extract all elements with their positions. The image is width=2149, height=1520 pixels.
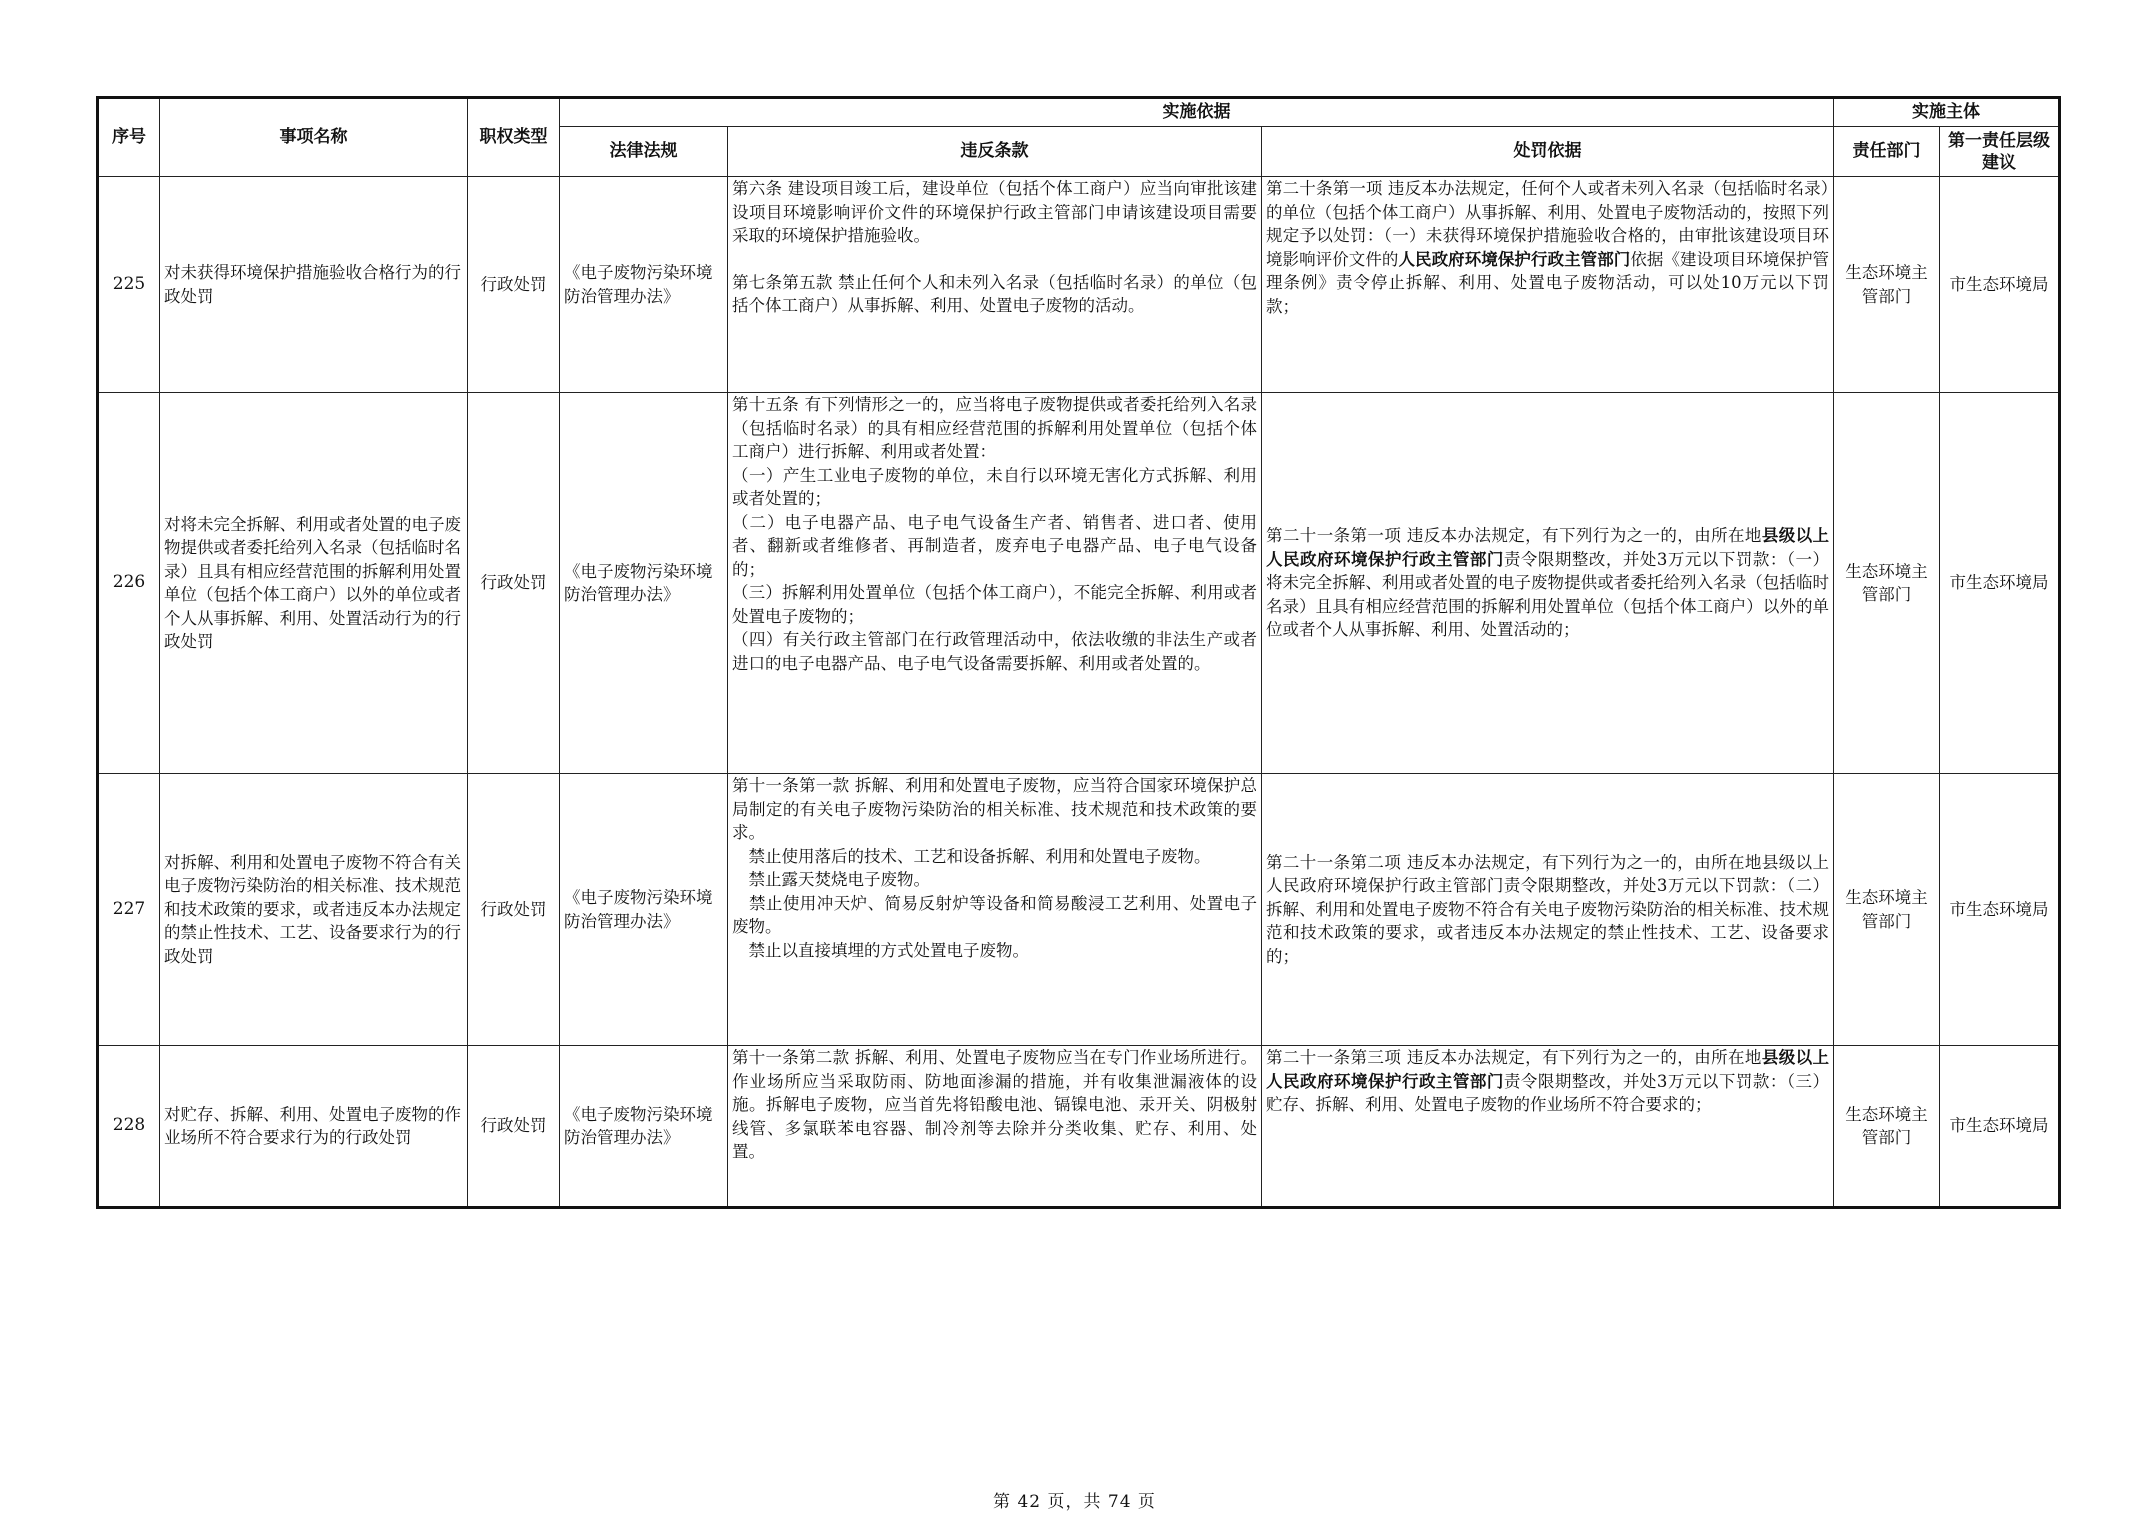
violation-paragraph: 第十一条第一款 拆解、利用和处置电子废物，应当符合国家环境保护总局制定的有关电子废物污染防治的相关标准、技术规范和技术政策的要求。	[732, 776, 1257, 842]
row-no: 227	[98, 774, 160, 1046]
violation-paragraph: 第十一条第二款 拆解、利用、处置电子废物应当在专门作业场所进行。作业场所应当采取防雨、防地面渗漏的措施，并有收集泄漏液体的设施。拆解电子废物，应当首先将铅酸电池、镉镍电池、汞开关、阴极射线管、多氯联苯电容器、制冷剂等去除并分类收集、贮存、利用、处置。	[732, 1048, 1257, 1161]
row-level: 市生态环境局	[1940, 393, 2060, 774]
violation-paragraph: （四）有关行政主管部门在行政管理活动中，依法收缴的非法生产或者进口的电子电器产品、电子电气设备需要拆解、利用或者处置的。	[732, 630, 1257, 673]
violation-paragraph: （三）拆解利用处置单位（包括个体工商户），不能完全拆解、利用或者处置电子废物的；	[732, 583, 1257, 626]
header-subject: 实施主体	[1834, 98, 2060, 127]
violation-paragraph: 第六条 建设项目竣工后，建设单位（包括个体工商户）应当向审批该建设项目环境影响评价文件的环境保护行政主管部门申请该建设项目需要采取的环境保护措施验收。	[732, 179, 1257, 245]
header-violation: 违反条款	[728, 127, 1262, 177]
row-dept: 生态环境主管部门	[1834, 1046, 1940, 1208]
header-item-name: 事项名称	[160, 98, 468, 177]
penalty-text: 责令限期整改，并处3万元以下罚款：（一）将未完全拆解、利用或者处置的电子废物提供或者委托给列入名录（包括临时名录）且具有相应经营范围的拆解利用处置单位（包括个体工商户）以外的单位或者个人从事拆解、利用、处置活动的；	[1266, 549, 1830, 640]
row-law: 《电子废物污染环境防治管理办法》	[560, 177, 728, 393]
row-item-name: 对未获得环境保护措施验收合格行为的行政处罚	[160, 177, 468, 393]
penalty-authority: 县级以上人民政府环境保护行政主管部门	[1266, 526, 1830, 569]
row-power-type: 行政处罚	[468, 774, 560, 1046]
row-violation	[728, 1046, 1262, 1208]
penalty-text: 第二十条第一项 违反本办法规定，任何个人或者未列入名录（包括临时名录）的单位（包括个体工商户）从事拆解、利用、处置电子废物活动的，按照下列规定予以处罚：（一）未获得环境保护措施验收合格的，由审批该建设项目环境影响评价文件的	[1266, 179, 1830, 269]
row-power-type: 行政处罚	[468, 1046, 560, 1208]
violation-paragraph: 禁止使用冲天炉、简易反射炉等设备和简易酸浸工艺利用、处置电子废物。	[732, 893, 1257, 936]
row-violation	[728, 177, 1262, 393]
row-penalty	[1262, 393, 1834, 774]
violation-paragraph: （一）产生工业电子废物的单位，未自行以环境无害化方式拆解、利用或者处置的；	[732, 465, 1257, 508]
row-item-name: 对拆解、利用和处置电子废物不符合有关电子废物污染防治的相关标准、技术规范和技术政策的要求，或者违反本办法规定的禁止性技术、工艺、设备要求行为的行政处罚	[160, 774, 468, 1046]
row-power-type: 行政处罚	[468, 393, 560, 774]
row-item-name: 对贮存、拆解、利用、处置电子废物的作业场所不符合要求行为的行政处罚	[160, 1046, 468, 1208]
header-penalty: 处罚依据	[1262, 127, 1834, 177]
header-basis: 实施依据	[560, 98, 1834, 127]
row-no: 228	[98, 1046, 160, 1208]
penalty-table	[96, 96, 2061, 1209]
header-law: 法律法规	[560, 127, 728, 177]
row-violation	[728, 393, 1262, 774]
row-dept: 生态环境主管部门	[1834, 393, 1940, 774]
row-item-name: 对将未完全拆解、利用或者处置的电子废物提供或者委托给列入名录（包括临时名录）且具有相应经营范围的拆解利用处置单位（包括个体工商户）以外的单位或者个人从事拆解、利用、处置活动行为的行政处罚	[160, 393, 468, 774]
table-row	[98, 1046, 2060, 1208]
penalty-text: 依据《建设项目环境保护管理条例》责令停止拆解、利用、处置电子废物活动，可以处10万元以下罚款；	[1266, 249, 1830, 316]
penalty-authority: 人民政府环境保护行政主管部门	[1398, 249, 1631, 269]
row-dept: 生态环境主管部门	[1834, 774, 1940, 1046]
row-law: 《电子废物污染环境防治管理办法》	[560, 393, 728, 774]
penalty-text: 第二十一条第二项 违反本办法规定，有下列行为之一的，由所在地县级以上人民政府环境保护行政主管部门责令限期整改，并处3万元以下罚款：（二）拆解、利用和处置电子废物不符合有关电子废物污染防治的相关标准、技术规范和技术政策的要求，或者违反本办法规定的禁止性技术、工艺、设备要求的；	[1266, 852, 1830, 966]
penalty-text: 责令限期整改，并处3万元以下罚款：（三）贮存、拆解、利用、处置电子废物的作业场所不符合要求的；	[1266, 1071, 1830, 1114]
penalty-authority: 县级以上人民政府环境保护行政主管部门	[1266, 1048, 1830, 1091]
row-level: 市生态环境局	[1940, 1046, 2060, 1208]
violation-paragraph: （二）电子电器产品、电子电气设备生产者、销售者、进口者、使用者、翻新或者维修者、再制造者，废弃电子电器产品、电子电气设备的；	[732, 512, 1257, 579]
header-dept: 责任部门	[1834, 127, 1940, 177]
row-no: 226	[98, 393, 160, 774]
row-law: 《电子废物污染环境防治管理办法》	[560, 774, 728, 1046]
row-no: 225	[98, 177, 160, 393]
row-violation	[728, 774, 1262, 1046]
row-dept: 生态环境主管部门	[1834, 177, 1940, 393]
violation-paragraph: 禁止露天焚烧电子废物。	[732, 870, 930, 889]
violation-paragraph: 第十五条 有下列情形之一的，应当将电子废物提供或者委托给列入名录（包括临时名录）的具有相应经营范围的拆解利用处置单位（包括个体工商户）进行拆解、利用或者处置：	[732, 395, 1257, 461]
row-penalty	[1262, 177, 1834, 393]
penalty-text: 第二十一条第一项 违反本办法规定，有下列行为之一的，由所在地	[1266, 526, 1762, 546]
row-law: 《电子废物污染环境防治管理办法》	[560, 1046, 728, 1208]
row-penalty	[1262, 774, 1834, 1046]
row-penalty	[1262, 1046, 1834, 1208]
row-level: 市生态环境局	[1940, 774, 2060, 1046]
row-level: 市生态环境局	[1940, 177, 2060, 393]
violation-paragraph: 第七条第五款 禁止任何个人和未列入名录（包括临时名录）的单位（包括个体工商户）从事拆解、利用、处置电子废物的活动。	[732, 272, 1257, 315]
row-power-type: 行政处罚	[468, 177, 560, 393]
table-row	[98, 393, 2060, 774]
header-level: 第一责任层级建议	[1940, 127, 2060, 177]
violation-paragraph: 禁止以直接填埋的方式处置电子废物。	[732, 940, 1029, 960]
page-number: 第 42 页，共 74 页	[993, 1492, 1156, 1512]
penalty-text: 第二十一条第三项 违反本办法规定，有下列行为之一的，由所在地	[1266, 1048, 1762, 1067]
table-row	[98, 774, 2060, 1046]
header-no: 序号	[98, 98, 160, 177]
header-power-type: 职权类型	[468, 98, 560, 177]
violation-paragraph: 禁止使用落后的技术、工艺和设备拆解、利用和处置电子废物。	[732, 846, 1211, 866]
table-row	[98, 177, 2060, 393]
